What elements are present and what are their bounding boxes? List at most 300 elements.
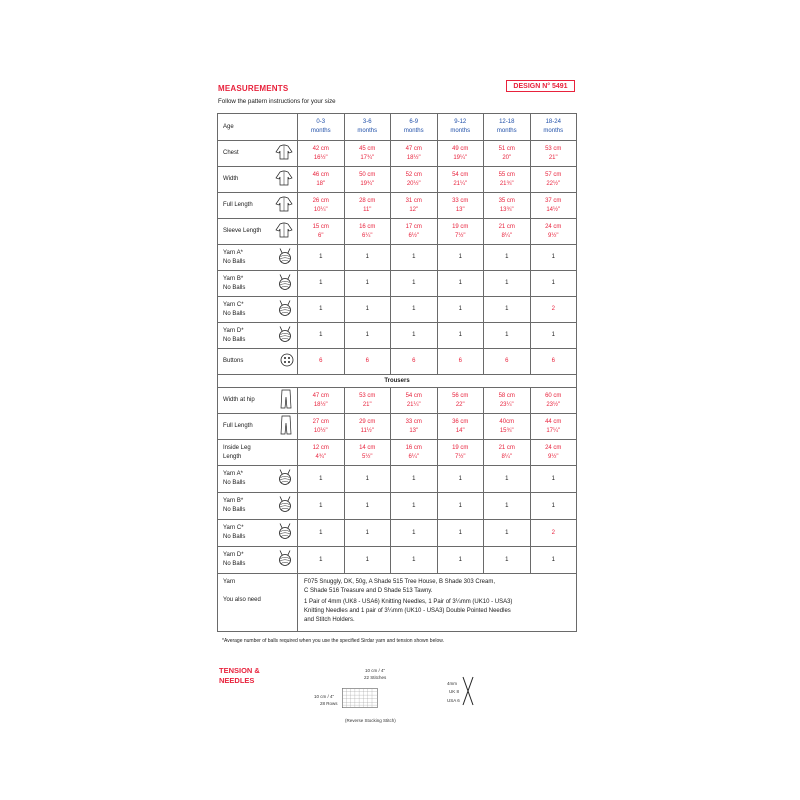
inch-value: 23¼" [499, 401, 514, 408]
count-cell [437, 466, 484, 493]
measurement-cell [391, 440, 438, 466]
cm-value: 29 cm [359, 418, 376, 425]
inch-value: 17¾" [360, 154, 375, 161]
count-cell [391, 245, 438, 271]
row-label-text: Yarn B* [223, 275, 244, 282]
inch-value: 15¾" [499, 427, 514, 434]
cardigan-length-icon [274, 196, 294, 216]
cm-value: 19 cm [452, 223, 469, 230]
ball-count: 1 [505, 556, 509, 563]
ball-count: 1 [412, 556, 416, 563]
inch-value: 11" [363, 206, 372, 213]
row-label-text: Inside Leg [223, 444, 251, 451]
inch-value: 4¾" [315, 453, 326, 460]
inch-value: 17¼" [546, 427, 561, 434]
measurement-cell [484, 440, 531, 466]
count-cell [298, 297, 345, 323]
inch-value: 21¼" [406, 401, 421, 408]
count-cell [437, 297, 484, 323]
row-label-text: Yarn D* [223, 552, 244, 558]
row-label-text: No Balls [223, 284, 246, 291]
count-cell [298, 349, 345, 375]
size-column-header [344, 114, 391, 141]
measurements-heading: MEASUREMENTS [218, 84, 289, 93]
yarn-ball-icon [276, 274, 294, 294]
ball-count: 1 [458, 556, 462, 563]
count-cell [530, 245, 577, 271]
measurement-cell [344, 440, 391, 466]
count-cell [437, 493, 484, 520]
measurement-cell [391, 414, 438, 440]
count-cell [530, 297, 577, 323]
ball-count: 1 [458, 306, 462, 312]
cm-value: 24 cm [545, 444, 562, 451]
count-cell [344, 520, 391, 547]
button-count: 6 [365, 358, 369, 364]
cm-value: 45 cm [359, 145, 376, 152]
row-label [218, 414, 298, 440]
tension-height: 10 cm / 4" [314, 694, 335, 699]
yarn-ball-icon [276, 469, 294, 489]
row-label-text: Length [223, 453, 242, 460]
size-column-header [484, 114, 531, 141]
measurement-cell [298, 193, 345, 219]
inch-value: 11½" [360, 427, 374, 434]
ball-count: 1 [365, 280, 369, 286]
measurement-cell [530, 440, 577, 466]
row-label-text: No Balls [223, 258, 246, 265]
row-label [218, 271, 298, 297]
count-cell [298, 493, 345, 520]
cm-value: 44 cm [545, 418, 562, 425]
count-cell [298, 271, 345, 297]
count-cell [530, 520, 577, 547]
cm-value: 12 cm [312, 444, 329, 451]
measurement-cell [391, 141, 438, 167]
ball-count: 1 [319, 254, 323, 260]
cm-value: 14 cm [359, 444, 376, 451]
table-row [218, 297, 577, 323]
button-count: 6 [505, 358, 509, 364]
table-row [218, 271, 577, 297]
count-cell [484, 466, 531, 493]
size-unit: months [403, 128, 424, 134]
table-row [218, 414, 577, 440]
table-row [218, 440, 577, 466]
inch-value: 18½" [406, 154, 421, 161]
cm-value: 33 cm [452, 197, 469, 204]
tension-heading: TENSION & NEEDLES [219, 666, 260, 685]
measurement-cell [298, 440, 345, 466]
count-cell [484, 297, 531, 323]
measurement-cell [484, 167, 531, 193]
ball-count: 1 [458, 280, 462, 286]
row-label-text: No Balls [223, 507, 246, 513]
needle-size: 4mm [447, 681, 457, 686]
cm-value: 17 cm [405, 223, 422, 230]
materials-labels [218, 574, 298, 632]
measurement-cell [530, 219, 577, 245]
cm-value: 16 cm [359, 223, 376, 230]
ball-count: 1 [458, 254, 462, 260]
cm-value: 19 cm [452, 444, 469, 451]
cm-value: 53 cm [545, 145, 562, 152]
needles-description: Knitting Needles and 1 pair of 3¼mm (UK10 - USA3) Double Pointed Needles [304, 608, 511, 614]
row-label-text: Full Length [223, 202, 253, 208]
trousers-section-row [218, 375, 577, 388]
cm-value: 47 cm [405, 145, 422, 152]
ball-count: 1 [365, 529, 369, 536]
count-cell [344, 349, 391, 375]
count-cell [437, 323, 484, 349]
ball-count: 1 [412, 332, 416, 338]
ball-count: 2 [551, 529, 555, 536]
inch-value: 18½" [313, 401, 328, 408]
measurement-cell [484, 141, 531, 167]
size-range: 18-24 [545, 119, 561, 125]
design-number: DESIGN N° 5491 [506, 80, 575, 92]
inch-value: 10½" [313, 427, 328, 434]
count-cell [530, 493, 577, 520]
yarn-description: C Shade 516 Treasure and D Shade 513 Tawny. [304, 588, 433, 594]
inch-value: 8¼" [501, 232, 512, 239]
row-label [218, 440, 298, 466]
measurement-cell [437, 440, 484, 466]
count-cell [530, 466, 577, 493]
needle-usa: USA 6 [447, 698, 460, 703]
cm-value: 51 cm [498, 145, 515, 152]
count-cell [437, 349, 484, 375]
count-cell [437, 520, 484, 547]
count-cell [298, 466, 345, 493]
button-count: 6 [551, 358, 555, 364]
size-column-header [298, 114, 345, 141]
count-cell [298, 547, 345, 574]
sleeve-length-icon [274, 222, 294, 242]
size-header-row [218, 114, 577, 141]
button-count: 6 [458, 358, 462, 364]
ball-count: 1 [319, 556, 323, 563]
measurement-cell [298, 219, 345, 245]
cm-value: 56 cm [452, 392, 469, 399]
row-label-text: Full Length [223, 423, 253, 429]
tension-rows: 28 Rows [320, 701, 338, 706]
row-label [218, 245, 298, 271]
count-cell [484, 520, 531, 547]
inch-value: 21" [362, 401, 372, 408]
size-column-header [530, 114, 577, 141]
tension-swatch-icon [342, 684, 392, 712]
row-label [218, 520, 298, 547]
ball-count: 1 [458, 529, 462, 536]
ball-count: 1 [551, 332, 555, 338]
row-label-text: Yarn A* [223, 471, 243, 477]
count-cell [484, 349, 531, 375]
cm-value: 47 cm [312, 392, 329, 399]
ball-count: 1 [319, 306, 323, 312]
cm-value: 60 cm [545, 392, 562, 399]
row-label [218, 167, 298, 193]
ball-count: 1 [412, 475, 416, 482]
inch-value: 6½" [408, 232, 419, 239]
size-range: 0-3 [316, 119, 326, 125]
measurement-cell [391, 167, 438, 193]
cm-value: 31 cm [405, 197, 422, 204]
count-cell [344, 547, 391, 574]
button-icon [280, 353, 294, 371]
count-cell [391, 323, 438, 349]
cm-value: 57 cm [545, 171, 562, 178]
row-label-text: No Balls [223, 480, 246, 486]
table-row [218, 219, 577, 245]
size-range: 6-9 [409, 119, 419, 125]
measurement-cell [437, 141, 484, 167]
tension-stitch-type: (Reverse Stocking Stitch) [345, 718, 396, 723]
cm-value: 54 cm [452, 171, 469, 178]
row-label [218, 193, 298, 219]
trousers-length-icon [278, 415, 294, 439]
count-cell [298, 245, 345, 271]
row-label-text: Chest [223, 150, 239, 156]
inch-value: 22" [455, 401, 465, 408]
measurement-cell [530, 414, 577, 440]
ball-count: 1 [505, 502, 509, 509]
measurement-cell [298, 167, 345, 193]
measurement-cell [530, 167, 577, 193]
count-cell [391, 297, 438, 323]
count-cell [437, 245, 484, 271]
inch-value: 13" [455, 206, 465, 213]
size-range: 9-12 [454, 119, 467, 125]
count-cell [391, 466, 438, 493]
inch-value: 23½" [546, 401, 561, 408]
needles-description: 1 Pair of 4mm (UK8 - USA6) Knitting Needles, 1 Pair of 3¼mm (UK10 - USA3) [304, 599, 513, 605]
ball-count: 1 [505, 475, 509, 482]
ball-count: 1 [365, 556, 369, 563]
trousers-hip-icon [278, 389, 294, 413]
ball-count: 1 [319, 502, 323, 509]
ball-count: 1 [458, 475, 462, 482]
ball-count: 1 [365, 306, 369, 312]
cm-value: 36 cm [452, 418, 469, 425]
measurement-cell [391, 193, 438, 219]
measurement-cell [437, 167, 484, 193]
ball-count: 1 [505, 306, 509, 312]
table-row [218, 493, 577, 520]
measurement-cell [344, 219, 391, 245]
cm-value: 49 cm [452, 145, 469, 152]
row-label [218, 547, 298, 574]
age-label: Age [218, 114, 298, 141]
row-label-text: No Balls [223, 534, 246, 540]
tension-stitches: 22 Stitches [364, 675, 387, 680]
cm-value: 53 cm [359, 392, 376, 399]
inch-value: 13¾" [499, 206, 514, 213]
cm-value: 33 cm [405, 418, 422, 425]
measurement-cell [530, 193, 577, 219]
needles-description: and Stitch Holders. [304, 617, 355, 623]
materials-row [218, 574, 577, 632]
intro-text: Follow the pattern instructions for your size [218, 98, 336, 105]
row-label [218, 493, 298, 520]
count-cell [344, 466, 391, 493]
measurement-cell [484, 414, 531, 440]
row-label [218, 219, 298, 245]
cm-value: 16 cm [405, 444, 422, 451]
cm-value: 40cm [499, 418, 515, 425]
count-cell [437, 547, 484, 574]
ball-count: 1 [551, 556, 555, 563]
inch-value: 16½" [313, 154, 328, 161]
count-cell [344, 297, 391, 323]
ball-count: 1 [505, 529, 509, 536]
cardigan-chest-icon [274, 144, 294, 164]
count-cell [344, 271, 391, 297]
table-row [218, 245, 577, 271]
count-cell [530, 349, 577, 375]
measurement-cell [344, 414, 391, 440]
measurement-cell [437, 193, 484, 219]
cm-value: 26 cm [312, 197, 329, 204]
ball-count: 1 [412, 254, 416, 260]
size-range: 3-6 [362, 119, 372, 125]
size-unit: months [496, 128, 517, 134]
count-cell [344, 323, 391, 349]
ball-count: 1 [365, 332, 369, 338]
ball-count: 1 [319, 280, 323, 286]
measurement-cell [344, 167, 391, 193]
ball-count: 2 [551, 306, 555, 312]
measurement-cell [484, 388, 531, 414]
footnote: *Average number of balls required when you use the specified Sirdar yarn and tension shown below. [222, 638, 444, 644]
cm-value: 42 cm [312, 145, 329, 152]
cm-value: 28 cm [359, 197, 376, 204]
row-label-text: Yarn C* [223, 301, 244, 308]
yarn-ball-icon [276, 496, 294, 516]
row-label-text: Sleeve Length [223, 228, 262, 234]
cm-value: 35 cm [498, 197, 515, 204]
ball-count: 1 [458, 502, 462, 509]
cardigan-width-icon [274, 170, 294, 190]
cm-value: 58 cm [498, 392, 515, 399]
inch-value: 19¼" [453, 154, 468, 161]
inch-value: 22½" [546, 180, 561, 187]
row-label-text: No Balls [223, 561, 246, 567]
row-label [218, 297, 298, 323]
ball-count: 1 [505, 280, 509, 286]
measurement-cell [298, 414, 345, 440]
yarn-ball-icon [276, 523, 294, 543]
measurement-cell [298, 388, 345, 414]
count-cell [484, 323, 531, 349]
count-cell [484, 547, 531, 574]
ball-count: 1 [551, 254, 555, 260]
trousers-heading: Trousers [218, 375, 577, 388]
yarn-label: Yarn [223, 579, 236, 585]
row-label-text: Width at hip [223, 397, 255, 403]
measurement-cell [344, 193, 391, 219]
inch-value: 6¼" [408, 453, 419, 460]
yarn-ball-icon [276, 550, 294, 570]
row-label-text: Width [223, 176, 239, 182]
table-row [218, 466, 577, 493]
row-label-text: Yarn A* [223, 249, 243, 256]
cm-value: 24 cm [545, 223, 562, 230]
ball-count: 1 [319, 332, 323, 338]
table-row [218, 167, 577, 193]
inch-value: 21" [548, 154, 558, 161]
inch-value: 7½" [455, 453, 466, 460]
inch-value: 7½" [455, 232, 466, 239]
cm-value: 21 cm [498, 223, 515, 230]
size-unit: months [357, 128, 378, 134]
count-cell [298, 323, 345, 349]
ball-count: 1 [551, 475, 555, 482]
count-cell [530, 547, 577, 574]
measurement-cell [484, 193, 531, 219]
ball-count: 1 [319, 529, 323, 536]
ball-count: 1 [365, 475, 369, 482]
cm-value: 46 cm [312, 171, 329, 178]
count-cell [437, 271, 484, 297]
needle-uk: UK 8 [449, 689, 460, 694]
measurement-cell [344, 141, 391, 167]
measurement-cell [391, 219, 438, 245]
table-row [218, 547, 577, 574]
row-label [218, 349, 298, 375]
inch-value: 19¾" [360, 180, 375, 187]
inch-value: 9½" [548, 232, 559, 239]
count-cell [344, 245, 391, 271]
table-row [218, 520, 577, 547]
ball-count: 1 [412, 529, 416, 536]
count-cell [391, 493, 438, 520]
inch-value: 8¼" [501, 453, 512, 460]
ball-count: 1 [365, 502, 369, 509]
row-label [218, 466, 298, 493]
inch-value: 9½" [548, 453, 559, 460]
inch-value: 20" [502, 154, 512, 161]
inch-value: 6" [318, 232, 324, 239]
yarn-description: F075 Snuggly, DK, 50g, A Shade 515 Tree House, B Shade 303 Cream, [304, 579, 496, 585]
size-column-header [391, 114, 438, 141]
ball-count: 1 [505, 254, 509, 260]
measurement-cell [437, 219, 484, 245]
measurement-cell [437, 414, 484, 440]
inch-value: 6¼" [362, 232, 373, 239]
count-cell [391, 349, 438, 375]
inch-value: 21¾" [499, 180, 514, 187]
inch-value: 14" [455, 427, 465, 434]
size-unit: months [310, 128, 331, 134]
count-cell [484, 271, 531, 297]
row-label-text: Yarn C* [223, 525, 244, 531]
ball-count: 1 [412, 502, 416, 509]
tension-width: 10 cm / 4" [365, 668, 386, 673]
cm-value: 21 cm [498, 444, 515, 451]
measurement-cell [530, 388, 577, 414]
count-cell [530, 271, 577, 297]
measurement-cell [484, 219, 531, 245]
inch-value: 21¼" [453, 180, 468, 187]
size-unit: months [543, 128, 564, 134]
inch-value: 14½" [546, 206, 561, 213]
table-row [218, 193, 577, 219]
cm-value: 37 cm [545, 197, 562, 204]
table-row [218, 323, 577, 349]
row-label-text: No Balls [223, 310, 246, 317]
row-label-text: Yarn B* [223, 498, 244, 504]
